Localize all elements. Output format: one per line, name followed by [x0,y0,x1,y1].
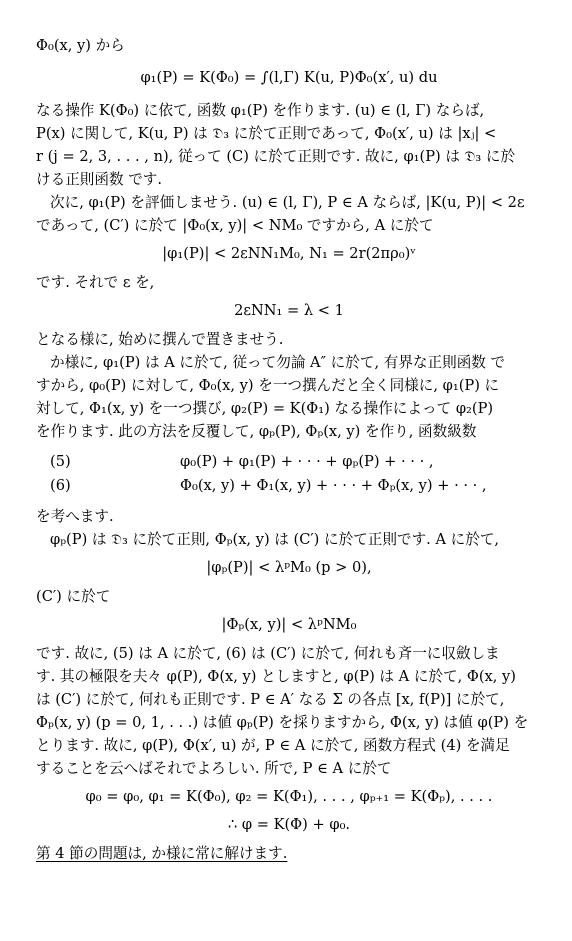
equation-6 [36,475,542,497]
text-line: すから, φ₀(P) に対して, Φ₀(x, y) を一つ撰んだと全く同様に, φ₁(P) に [36,377,500,394]
text-line: Φₚ(x, y) (p = 0, 1, . . .) は値 φₚ(P) を採りますから, Φ(x, y) は値 φ(P) を [36,714,529,731]
text-line: とります. 故に, φ(P), Φ(x′, u) が, P ∈ A に於て, 函数方程式 (4) を満足 [36,737,510,754]
text-line: P(x) に関して, K(u, P) は 𝔇₃ に於て正則であって, Φ₀(x′, u) は |xⱼ| < [36,125,497,142]
text-line: であって, (C′) に於て |Φ₀(x, y)| < NM₀ ですから, A に於て [36,217,434,234]
text-line: なる操作 K(Φ₀) に依て, 函数 φ₁(P) を作ります. (u) ∈ (l, Γ) ならば, [36,102,485,119]
text-line: か様に, φ₁(P) は A に於て, 従って勿論 A″ に於て, 有界な正則函数 で [50,354,506,371]
equation-recursion: φ₀ = φ₀, φ₁ = K(Φ₀), φ₂ = K(Φ₁), . . . , φₚ₊₁ = K(Φₚ), . . . . [85,788,493,805]
equation-Phip-bound: |Φₚ(x, y)| < λᵖNM₀ [221,616,357,633]
equation-phip-bound: |φₚ(P)| < λᵖM₀ (p > 0), [206,559,372,576]
text-line: 次に, φ₁(P) を評価しませう. (u) ∈ (l, Γ), P ∈ A ならば, |K(u, P)| < 2ε [50,194,525,211]
equation-body: φ₀(P) + φ₁(P) + · · · + φₚ(P) + · · · , [180,453,434,470]
text-line: r (j = 2, 3, . . . , n), 従って (C) に於て正則です. 故に, φ₁(P) は 𝔇₃ に於 [36,148,516,165]
text-line: することを云へばそれでよろしい. 所で, P ∈ A に於て [36,760,392,777]
equation-number: (6) [50,477,71,494]
text-line: です. 故に, (5) は A に於て, (6) は (C′) に於て, 何れも斉一に収斂しま [36,645,500,662]
equation-number: (5) [50,453,71,470]
equation-lambda: 2εNN₁ = λ < 1 [234,302,344,319]
text-line: (C′) に於て [36,588,111,605]
equation-body: Φ₀(x, y) + Φ₁(x, y) + · · · + Φₚ(x, y) + · · · , [180,477,487,494]
equation-therefore: ∴ φ = K(Φ) + φ₀. [227,816,351,833]
text-line: となる様に, 始めに撰んで置きませう. [36,331,284,348]
equation-bound: |φ₁(P)| < 2εNN₁M₀, N₁ = 2r(2πρ₀)ᵛ [162,245,416,262]
text-line: 対して, Φ₁(x, y) を一つ撰び, φ₂(P) = K(Φ₁) なる操作によって φ₂(P) [36,400,494,417]
text-line: Φ₀(x, y) から [36,37,125,54]
equation-5 [36,451,542,473]
text-line: ける正則函数 です. [36,171,163,188]
text-line: φₚ(P) は 𝔇₃ に於て正則, Φₚ(x, y) は (C′) に於て正則です. A に於て, [50,531,500,548]
equation-phi1: φ₁(P) = K(Φ₀) = ∫(l,Γ) K(u, P)Φ₀(x′, u) du [140,69,438,86]
text-line: です. それで ε を, [36,274,155,291]
text-line: は (C′) に於て, 何れも正則です. P ∈ A′ なる Σ の各点 [x, f(P)] に於て, [36,691,505,708]
text-line: を考へます. [36,508,114,525]
text-line: 第 4 節の問題は, か様に常に解けます. [36,845,288,862]
text-line: を作ります. 此の方法を反覆して, φₚ(P), Φₚ(x, y) を作り, 函数級数 [36,423,477,440]
text-line: す. 其の極限を夫々 φ(P), Φ(x, y) としますと, φ(P) は A に於て, Φ(x, y) [36,668,516,685]
